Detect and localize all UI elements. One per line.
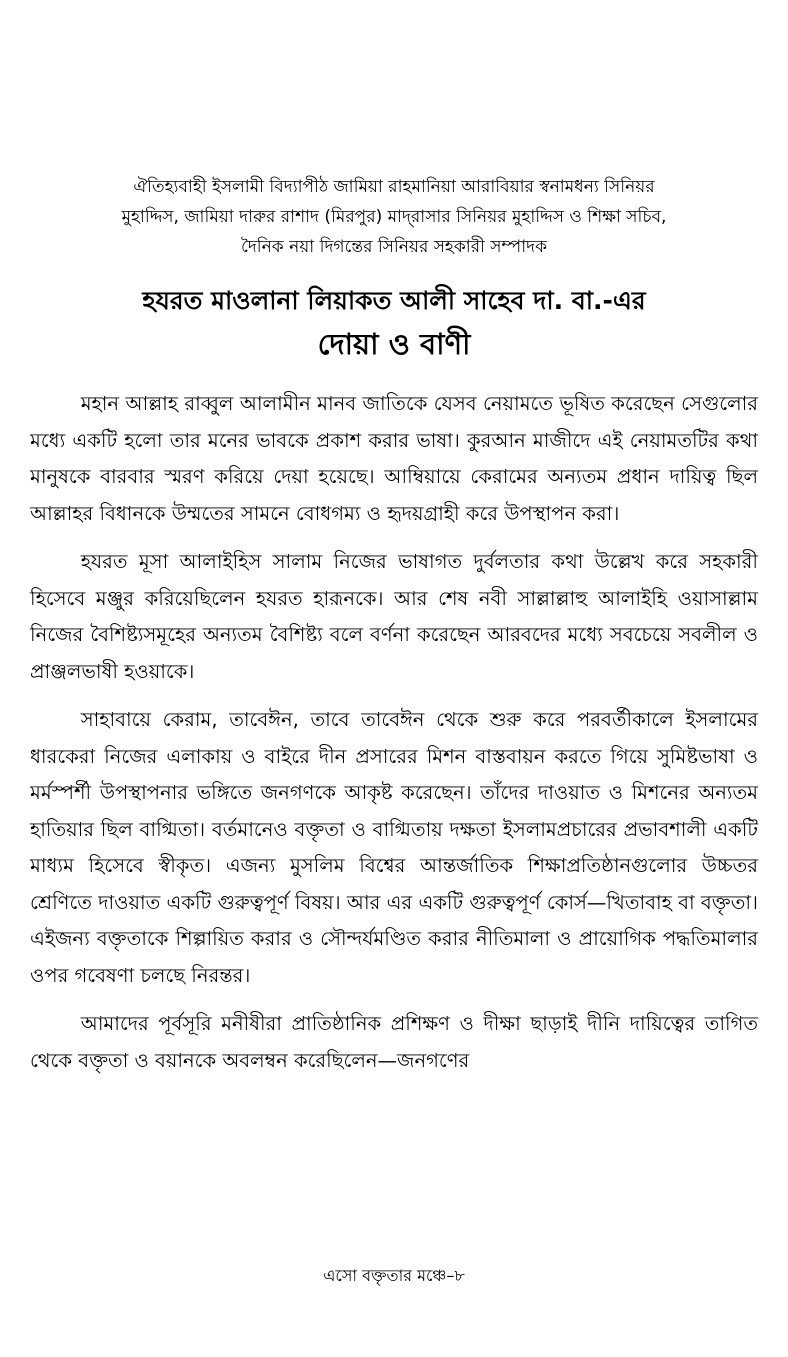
page-subtitle: দোয়া ও বাণী [317,327,471,361]
page-footer: এসো বক্তৃতার মঞ্চে–৮ [323,1266,465,1285]
credentials-line-1: ঐতিহ্যবাহী ইসলামী বিদ্যাপীঠ জামিয়া রাহমানিয়া আরাবিয়ার স্বনামধন্য সিনিয়র [133,177,655,197]
page-title: হযরত মাওলানা লিয়াকত আলী সাহেব দা. বা.-এর [142,286,646,315]
paragraph-1: মহান আল্লাহ রাব্বুল আলামীন মানব জাতিকে যেসব নেয়ামতে ভূষিত করেছেন সেগুলোর মধ্যে একটি হলো তার মনের ভাবকে প্রকাশ করার ভাষা। কুরআন মাজীদে এই নেয়ামতটির কথা মানুষকে বারবার স্মরণ করিয়ে দেয়া হয়েছে। আম্বিয়ায়ে কেরামের অন্যতম প্রধান দায়িত্ব ছিল আল্লাহর বিধানকে উম্মতের সামনে বোধগম্য ও হৃদয়গ্রাহী করে উপস্থাপন করা। [30,392,758,525]
paragraph-2: হযরত মূসা আলাইহিস সালাম নিজের ভাষাগত দুর্বলতার কথা উল্লেখ করে সহকারী হিসেবে মঞ্জুর করিয়েছিলেন হযরত হারূনকে। আর শেষ নবী সাল্লাল্লাহু আলাইহি ওয়াসাল্লাম নিজের বৈশিষ্ট্যসমূহের অন্যতম বৈশিষ্ট্য বলে বর্ণনা করেছেন আরবদের মধ্যে সবচেয়ে সবলীল ও প্রাঞ্জলভাষী হওয়াকে। [30,550,758,683]
paragraph-3: সাহাবায়ে কেরাম, তাবেঈন, তাবে তাবেঈন থেকে শুরু করে পরবর্তীকালে ইসলামের ধারকেরা নিজের এলাকায় ও বাইরে দীন প্রসারের মিশন বাস্তবায়ন করতে গিয়ে সুমিষ্টভাষা ও মর্মস্পর্শী উপস্থাপনার ভঙ্গিতে জনগণকে আকৃষ্ট করেছেন। তাঁদের দাওয়াত ও মিশনের অন্যতম হাতিয়ার ছিল বাগ্মিতা। বর্তমানেও বক্তৃতা ও বাগ্মিতায় দক্ষতা ইসলামপ্রচারের প্রভাবশালী একটি মাধ্যম হিসেবে স্বীকৃত। এজন্য মুসলিম বিশ্বের আন্তর্জাতিক শিক্ষাপ্রতিষ্ঠানগুলোর উচ্চতর শ্রেণিতে দাওয়াত একটি গুরুত্বপূর্ণ বিষয়। আর এর একটি গুরুত্বপূর্ণ কোর্স—খিতাবাহ বা বক্তৃতা। এইজন্য বক্তৃতাকে শিল্পায়িত করার ও সৌন্দর্যমণ্ডিত করার নীতিমালা ও প্রায়োগিক পদ্ধতিমালার ওপর গবেষণা চলছে নিরন্তর। [30,708,758,987]
credentials-line-2: মুহাদ্দিস, জামিয়া দারুর রাশাদ (মিরপুর) মাদ্‌রাসার সিনিয়র মুহাদ্দিস ও শিক্ষা সচিব, [121,207,667,227]
credentials-line-3: দৈনিক নয়া দিগন্তের সিনিয়র সহকারী সম্পাদক [240,237,547,257]
paragraph-4: আমাদের পূর্বসূরি মনীষীরা প্রাতিষ্ঠানিক প্রশিক্ষণ ও দীক্ষা ছাড়াই দীনি দায়িত্বের তাগিত থেকে বক্তৃতা ও বয়ানকে অবলম্বন করেছিলেন—জনগণের [30,1012,758,1072]
body-text [30,386,758,1079]
author-credentials [44,172,744,262]
